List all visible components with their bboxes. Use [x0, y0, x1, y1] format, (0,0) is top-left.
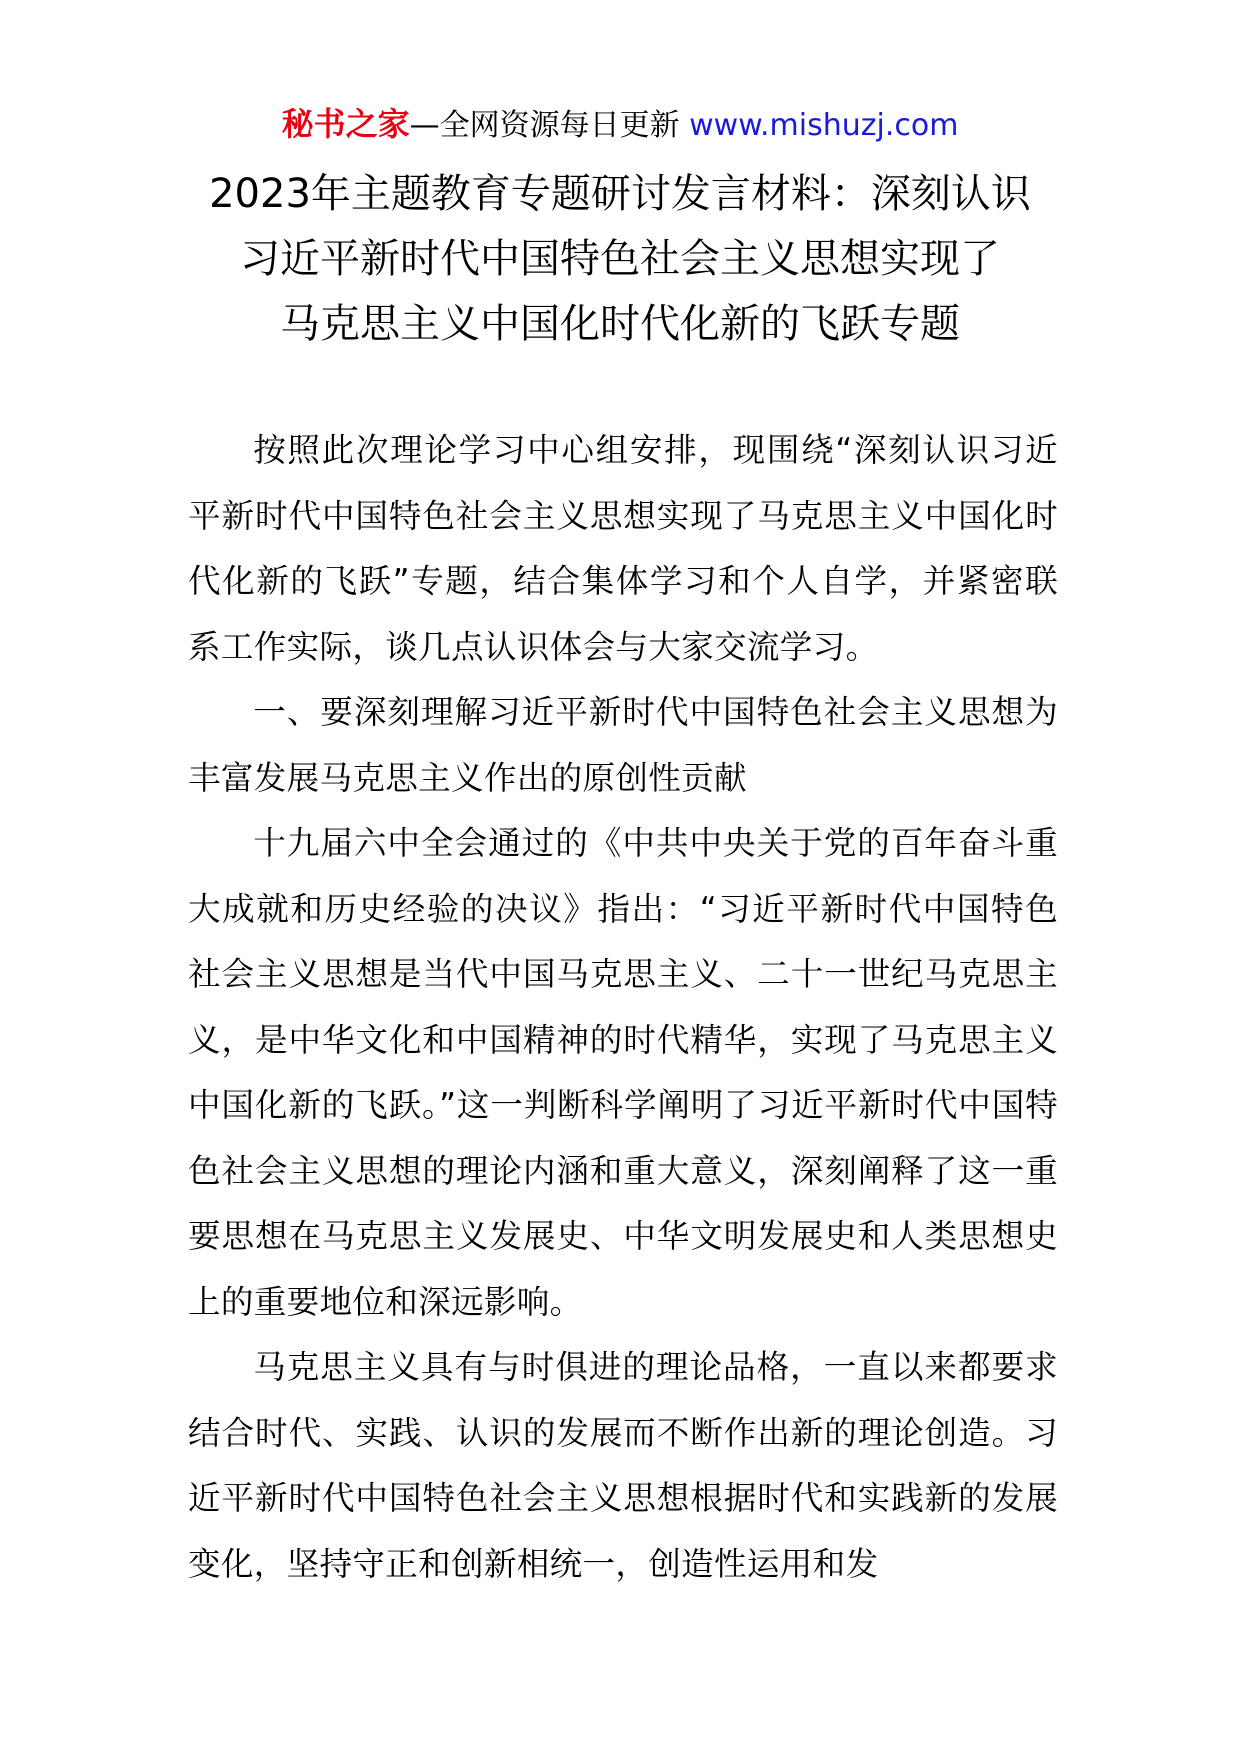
site-banner [0, 100, 1240, 150]
site-tagline: —全网资源每日更新 [409, 108, 690, 143]
title-line: 习近平新时代中国特色社会主义思想实现了 [240, 236, 1000, 282]
title-line: 2023年主题教育专题研讨发言材料：深刻认识 [209, 171, 1031, 217]
site-brand: 秘书之家 [281, 105, 410, 143]
section-heading: 一、要深刻理解习近平新时代中国特色社会主义思想为丰富发展马克思主义作出的原创性贡献 [188, 693, 1058, 797]
title-line: 马克思主义中国化时代化新的飞跃专题 [280, 301, 960, 347]
document-title [140, 162, 1100, 357]
body-paragraph: 按照此次理论学习中心组安排，现围绕“深刻认识习近平新时代中国特色社会主义思想实现了马克思主义中国化时代化新的飞跃”专题，结合集体学习和个人自学，并紧密联系工作实际，谈几点认识体会与大家交流学习。 [188, 431, 1058, 666]
body-paragraph: 十九届六中全会通过的《中共中央关于党的百年奋斗重大成就和历史经验的决议》指出：“习近平新时代中国特色社会主义思想是当代中国马克思主义、二十一世纪马克思主义，是中华文化和中国精神的时代精华，实现了马克思主义中国化新的飞跃。”这一判断科学阐明了习近平新时代中国特色社会主义思想的理论内涵和重大意义，深刻阐释了这一重要思想在马克思主义发展史、中华文明发展史和人类思想史上的重要地位和深远影响。 [188, 824, 1058, 1321]
body-paragraph: 马克思主义具有与时俱进的理论品格，一直以来都要求结合时代、实践、认识的发展而不断作出新的理论创造。习近平新时代中国特色社会主义思想根据时代和实践新的发展变化，坚持守正和创新相统一，创造性运用和发 [188, 1348, 1058, 1583]
document-body [188, 418, 1058, 1597]
site-url[interactable]: www.mishuzj.com [689, 108, 959, 143]
